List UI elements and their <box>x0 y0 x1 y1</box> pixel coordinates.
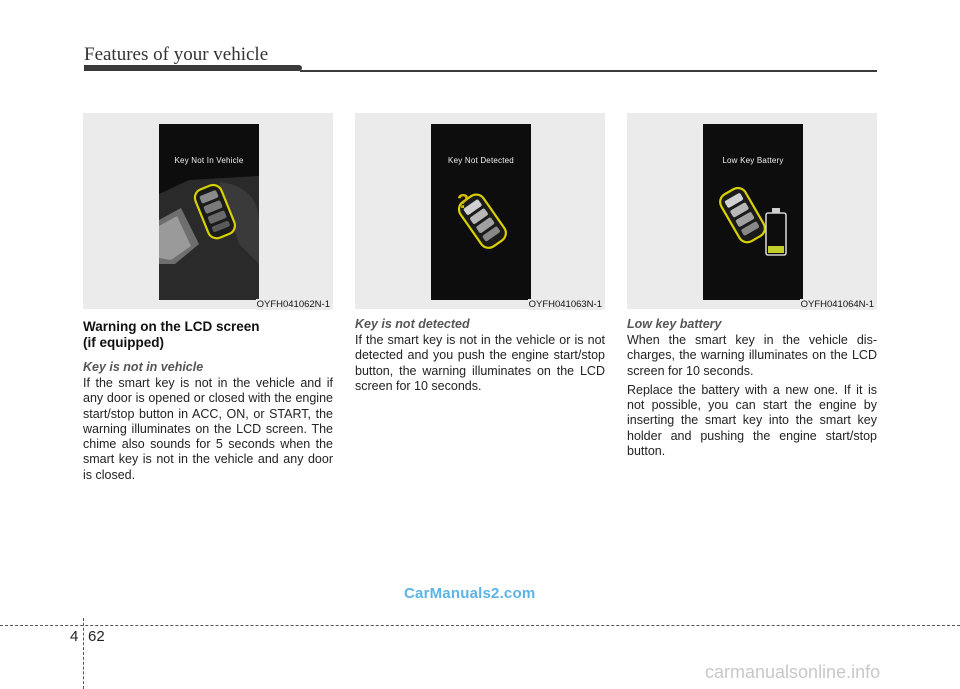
header-rule-thick <box>84 65 302 71</box>
subtitle-key-not-detected: Key is not detected <box>355 317 470 331</box>
page-header-title: Features of your vehicle <box>84 44 269 65</box>
lcd-message: Key Not Detected <box>448 156 514 165</box>
lcd-screen <box>703 124 803 300</box>
lcd-screen <box>431 124 531 300</box>
section-number: 4 <box>70 628 79 645</box>
figure-low-key-battery <box>627 113 877 309</box>
subtitle-key-not-in-vehicle: Key is not in vehicle <box>83 360 204 374</box>
section-title-line-1: Warning on the LCD screen <box>83 319 260 334</box>
column-key-not-in-vehicle <box>83 113 333 487</box>
column-key-not-detected <box>355 113 605 398</box>
smart-key-question-icon <box>431 124 531 300</box>
subtitle-low-key-battery: Low key battery <box>627 317 722 331</box>
lcd-message: Low Key Battery <box>722 156 784 165</box>
site-watermark: carmanualsonline.info <box>705 662 881 682</box>
figure-key-not-in-vehicle <box>83 113 333 309</box>
header-rule-thin <box>300 70 877 72</box>
section-title <box>83 319 333 351</box>
figure-code: OYFH041062N-1 <box>256 299 330 310</box>
lcd-screen <box>159 124 259 300</box>
question-mark-glyph: ? <box>457 191 470 213</box>
figure-key-not-detected <box>355 113 605 309</box>
watermark-link[interactable]: CarManuals2.com <box>404 585 536 602</box>
paragraph: If the smart key is not in the vehicle and if any door is opened or closed with the engine start/stop button in ACC, ON, or START, the warning illuminates on the LCD screen. The chime also sounds for 5 seconds when the smart key is not in the vehicle and any door is closed. <box>83 376 333 482</box>
paragraph: When the smart key in the vehicle dis-charges, the warning illuminates on the LCD screen for 10 seconds. <box>627 333 877 378</box>
figure-code: OYFH041063N-1 <box>528 299 602 310</box>
page-number: 62 <box>88 628 105 645</box>
figure-code: OYFH041064N-1 <box>800 299 874 310</box>
footer-vertical-rule <box>83 618 84 689</box>
column-low-key-battery <box>627 113 877 463</box>
section-title-line-2: (if equipped) <box>83 335 164 350</box>
smart-key-low-battery-icon <box>703 124 803 300</box>
footer-rule <box>0 625 960 626</box>
smart-key-in-holder-icon <box>159 124 259 300</box>
lcd-message: Key Not In Vehicle <box>174 156 244 165</box>
paragraph: Replace the battery with a new one. If it is not possible, you can start the engine by inserting the smart key into the smart key holder and pushing the engine start/stop button. <box>627 382 877 459</box>
paragraph: If the smart key is not in the vehicle or is not detected and you push the engine start/stop button, the warning illuminates on the LCD screen for 10 seconds. <box>355 333 605 393</box>
